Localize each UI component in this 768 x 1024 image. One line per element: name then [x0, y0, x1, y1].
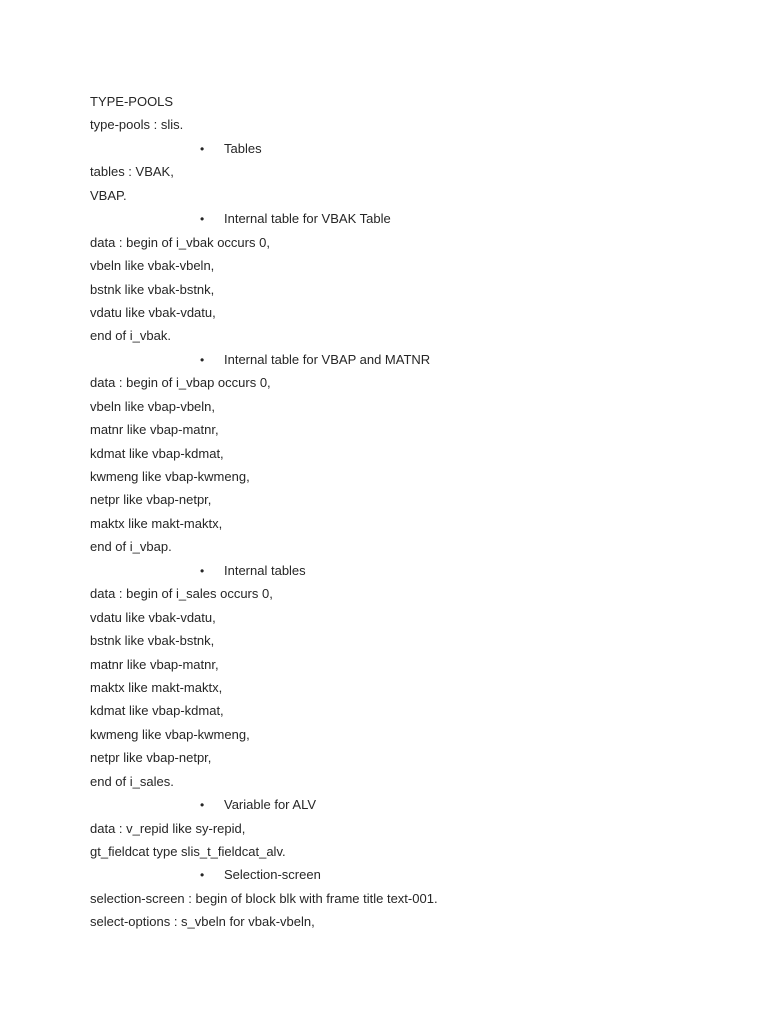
- bullet-text: Tables: [224, 140, 262, 156]
- code-line: [90, 653, 730, 676]
- code-line: [90, 371, 730, 394]
- code-text: end of i_sales.: [90, 773, 174, 789]
- code-line: [90, 606, 730, 629]
- code-text: bstnk like vbak-bstnk,: [90, 281, 215, 297]
- code-text: VBAP.: [90, 187, 127, 203]
- code-text: select-options : s_vbeln for vbak-vbeln,: [90, 914, 315, 930]
- code-text: data : begin of i_vbak occurs 0,: [90, 234, 270, 250]
- code-line: [90, 840, 730, 863]
- code-text: matnr like vbap-matnr,: [90, 422, 219, 438]
- code-text: gt_fieldcat type slis_t_fieldcat_alv.: [90, 844, 286, 859]
- code-line: [90, 278, 730, 301]
- bullet-heading: [90, 137, 730, 160]
- code-line: [90, 629, 730, 652]
- code-line: [90, 770, 730, 793]
- code-text: maktx like makt-maktx,: [90, 515, 223, 531]
- code-text: vbeln like vbak-vbeln,: [90, 258, 215, 274]
- bullet-icon: •: [200, 141, 205, 156]
- code-line: [90, 442, 730, 465]
- bullet-heading: [90, 348, 730, 371]
- code-text: end of i_vbap.: [90, 539, 172, 555]
- code-text: kwmeng like vbap-kwmeng,: [90, 469, 250, 484]
- code-line: [90, 301, 730, 324]
- code-line: [90, 488, 730, 511]
- code-text: kwmeng like vbap-kwmeng,: [90, 726, 250, 742]
- code-line: [90, 418, 730, 441]
- code-text: kdmat like vbap-kdmat,: [90, 445, 224, 461]
- code-text: kdmat like vbap-kdmat,: [90, 703, 224, 719]
- code-line: [90, 512, 730, 535]
- code-text: bstnk like vbak-bstnk,: [90, 633, 215, 649]
- code-text: TYPE-POOLS: [90, 94, 174, 109]
- bullet-icon: •: [200, 563, 205, 578]
- code-text: data : v_repid like sy-repid,: [90, 820, 246, 836]
- code-line: [90, 676, 730, 699]
- document-body: [90, 90, 730, 934]
- code-line: [90, 113, 730, 136]
- bullet-text: Internal table for VBAK Table: [224, 211, 391, 227]
- bullet-text: Internal table for VBAP and MATNR: [224, 351, 431, 367]
- code-text: tables : VBAK,: [90, 164, 174, 180]
- code-text: selection-screen : begin of block blk with frame title text-001.: [90, 890, 438, 906]
- bullet-icon: •: [200, 868, 205, 883]
- code-text: vdatu like vbak-vdatu,: [90, 609, 216, 625]
- code-line: [90, 395, 730, 418]
- code-text: matnr like vbap-matnr,: [90, 656, 219, 672]
- code-line: [90, 254, 730, 277]
- code-text: end of i_vbak.: [90, 328, 171, 344]
- code-line: [90, 910, 730, 933]
- code-line: [90, 184, 730, 207]
- code-line: [90, 817, 730, 840]
- code-text: vdatu like vbak-vdatu,: [90, 304, 216, 320]
- bullet-heading: [90, 207, 730, 230]
- code-line: [90, 231, 730, 254]
- code-text: vbeln like vbap-vbeln,: [90, 398, 216, 414]
- bullet-heading: [90, 559, 730, 582]
- code-line: [90, 746, 730, 769]
- code-text: netpr like vbap-netpr,: [90, 750, 212, 766]
- code-text: data : begin of i_sales occurs 0,: [90, 586, 273, 602]
- bullet-heading: [90, 793, 730, 816]
- bullet-heading: [90, 863, 730, 886]
- code-line: [90, 324, 730, 347]
- code-line: [90, 582, 730, 605]
- code-line: [90, 723, 730, 746]
- code-line: [90, 465, 730, 488]
- bullet-text: Internal tables: [224, 562, 306, 578]
- code-text: data : begin of i_vbap occurs 0,: [90, 375, 271, 391]
- bullet-text: Selection-screen: [224, 867, 321, 883]
- bullet-icon: •: [200, 798, 205, 813]
- code-text: netpr like vbap-netpr,: [90, 492, 212, 508]
- code-text: maktx like makt-maktx,: [90, 679, 223, 695]
- code-line: [90, 887, 730, 910]
- bullet-icon: •: [200, 352, 205, 367]
- code-line: [90, 535, 730, 558]
- code-line: [90, 90, 730, 113]
- code-line: [90, 699, 730, 722]
- code-line: [90, 160, 730, 183]
- code-text: type-pools : slis.: [90, 117, 184, 133]
- bullet-text: Variable for ALV: [224, 797, 317, 813]
- bullet-icon: •: [200, 212, 205, 227]
